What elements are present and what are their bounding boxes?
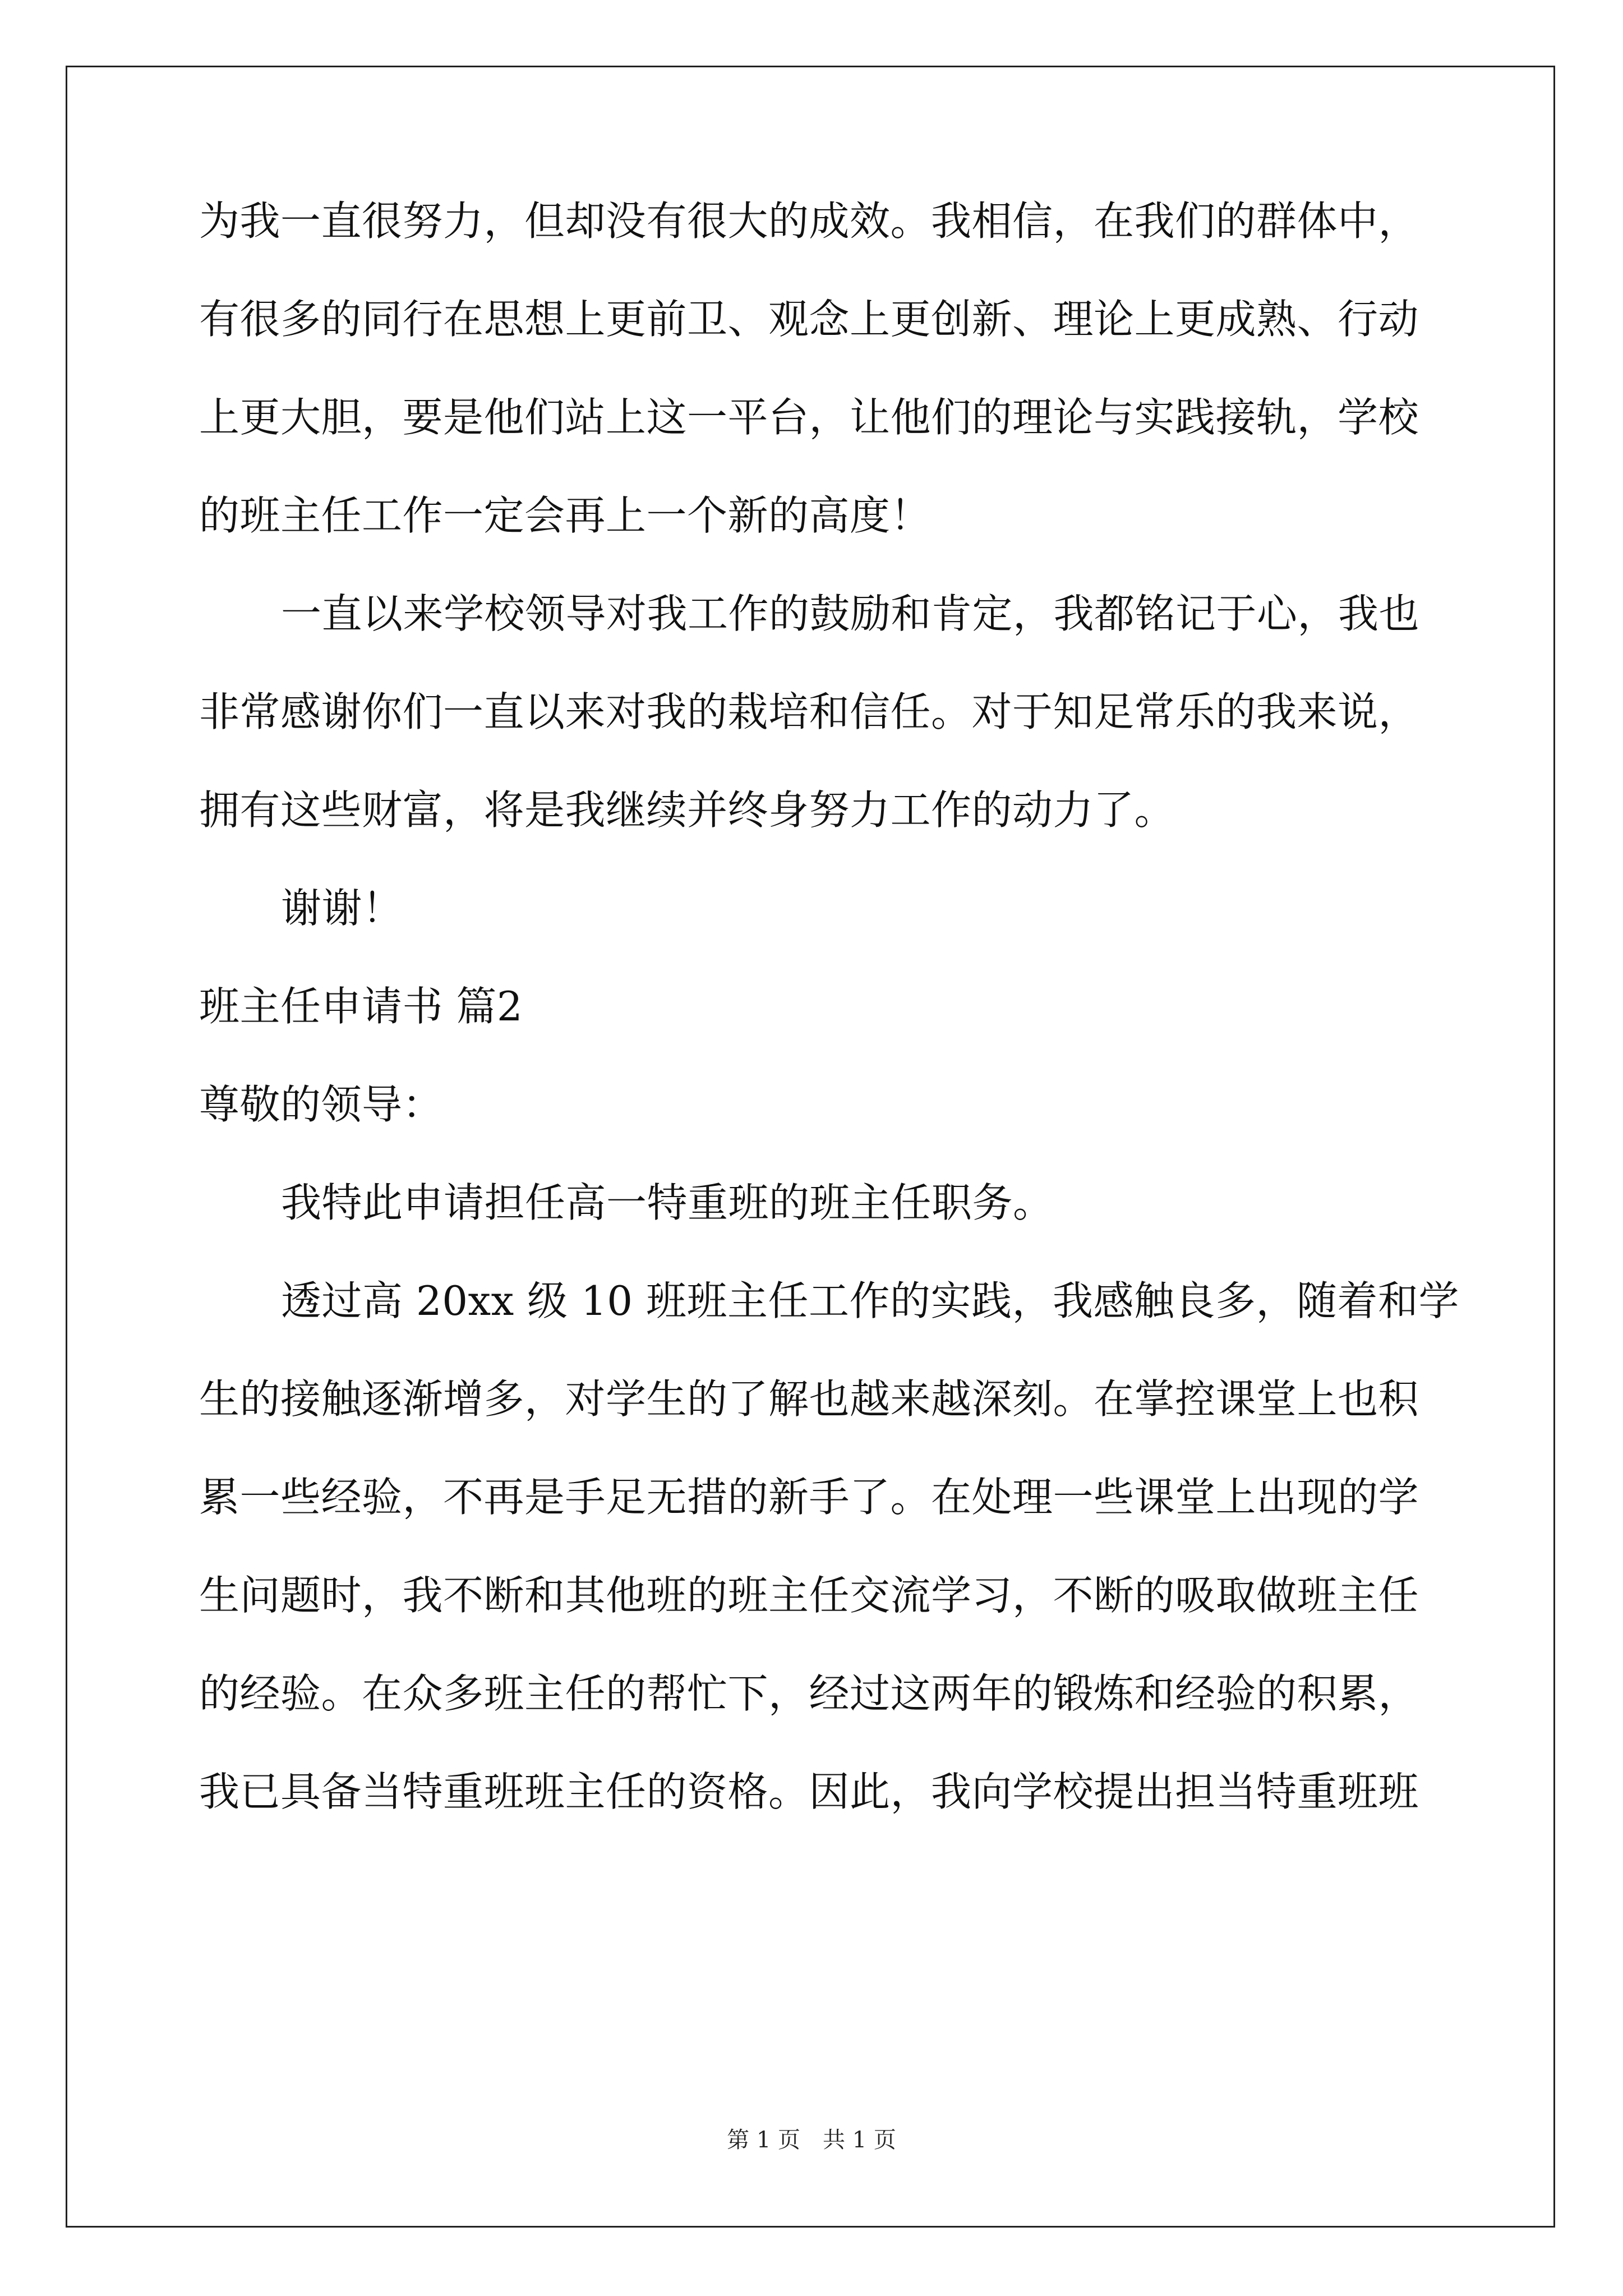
- text-line: 一直以来学校领导对我工作的鼓励和肯定，我都铭记于心，我也: [281, 590, 1420, 637]
- text-line: 生问题时，我不断和其他班的班主任交流学习，不断的吸取做班主任: [199, 1572, 1419, 1619]
- text-line: 上更大胆，要是他们站上这一平台，让他们的理论与实践接轨，学校: [199, 394, 1419, 441]
- text-line: 为我一直很努力，但却没有很大的成效。我相信，在我们的群体中，: [199, 197, 1419, 245]
- text-line: 累一些经验，不再是手足无措的新手了。在处理一些课堂上出现的学: [199, 1474, 1419, 1521]
- salutation: 尊敬的领导：: [199, 1081, 444, 1128]
- closing-line: 谢谢！: [281, 885, 403, 932]
- page-border: [66, 66, 1555, 2228]
- text-line: 拥有这些财富，将是我继续并终身努力工作的动力了。: [199, 786, 1175, 834]
- text-line: 透过高 20xx 级 10 班班主任工作的实践，我感触良多，随着和学: [281, 1277, 1459, 1324]
- section-heading: 班主任申请书 篇2: [199, 983, 523, 1030]
- text-line: 生的接触逐渐增多，对学生的了解也越来越深刻。在掌控课堂上也积: [199, 1375, 1419, 1423]
- text-line: 我特此申请担任高一特重班的班主任职务。: [281, 1179, 1054, 1226]
- text-line: 非常感谢你们一直以来对我的栽培和信任。对于知足常乐的我来说，: [199, 688, 1419, 735]
- text-line: 我已具备当特重班班主任的资格。因此，我向学校提出担当特重班班: [199, 1768, 1419, 1815]
- text-line: 的班主任工作一定会再上一个新的高度！: [199, 492, 932, 539]
- page-footer: 第 1 页 共 1 页: [727, 2127, 896, 2153]
- text-line: 的经验。在众多班主任的帮忙下，经过这两年的锻炼和经验的积累，: [199, 1670, 1419, 1717]
- text-line: 有很多的同行在思想上更前卫、观念上更创新、理论上更成熟、行动: [199, 296, 1419, 343]
